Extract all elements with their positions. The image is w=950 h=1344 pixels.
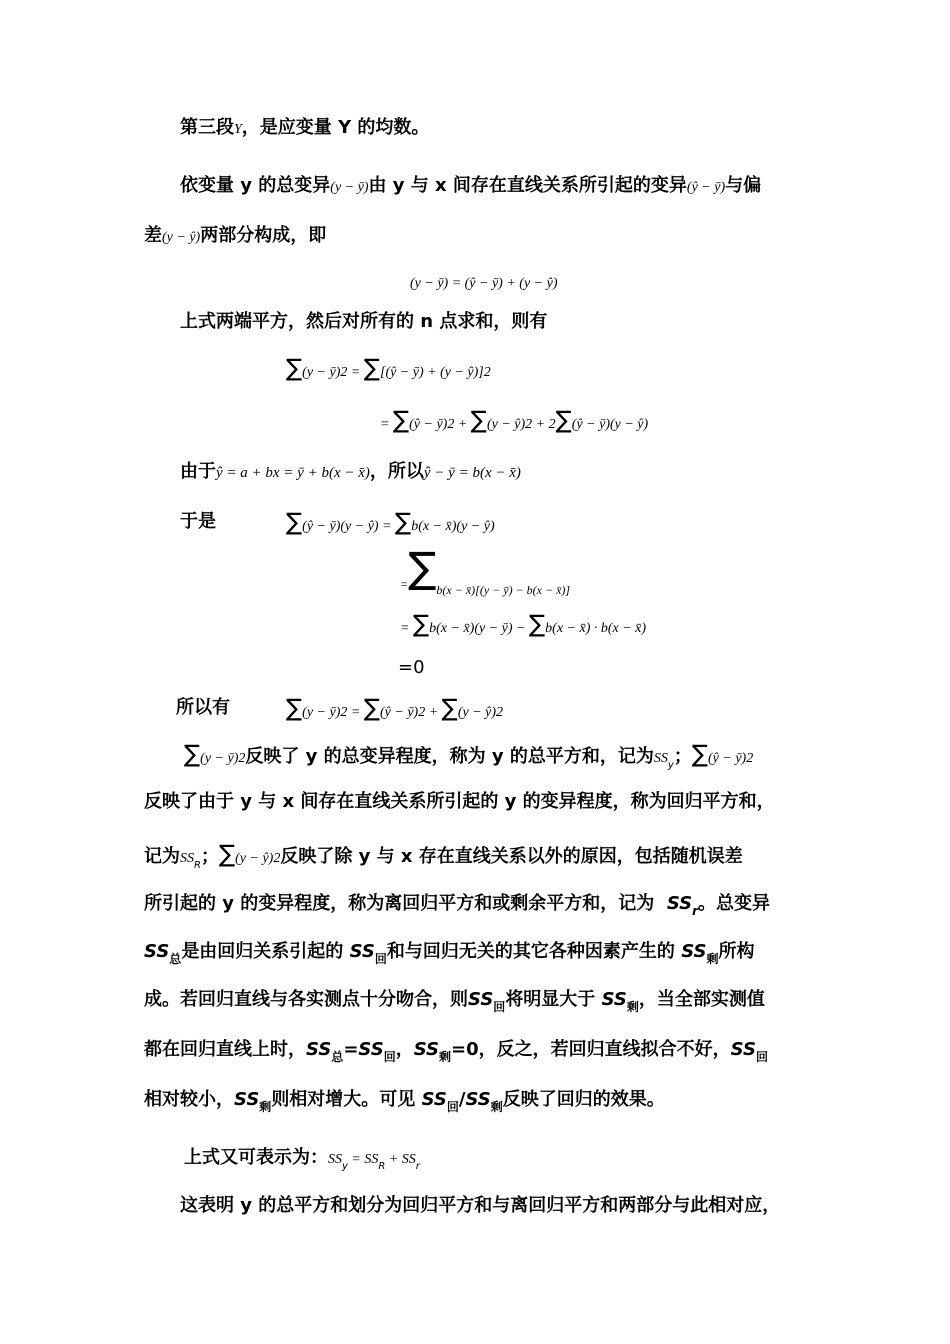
subscript: 剩	[490, 1100, 503, 1114]
label-therefore: 所以有	[176, 697, 230, 718]
math-ss: SS	[601, 989, 627, 1010]
paragraph-variation-cont	[144, 224, 326, 250]
math-ss: SS	[144, 941, 170, 962]
math: (y − ŷ)2	[457, 705, 504, 720]
sigma-symbol: ∑	[470, 406, 487, 434]
math: b(x − x̄) · b(x − x̄)	[545, 621, 647, 636]
symbol-y: Y	[234, 122, 242, 137]
math-ss: + SS	[385, 1152, 416, 1167]
math-ss: SS	[358, 1039, 384, 1060]
math-ss: SS	[465, 1089, 491, 1110]
text: 两部分构成，即	[200, 225, 327, 246]
subscript: 剩	[706, 952, 719, 966]
subscript: R	[378, 1161, 386, 1172]
text: 依变量 y 的总变异	[180, 175, 331, 196]
math-ss: SS	[653, 751, 668, 766]
text: 将明显大于	[505, 989, 596, 1010]
sigma-symbol: ∑	[286, 694, 303, 722]
equation-decomposition: (y − ȳ) = (ŷ − ȳ) + (y − ŷ)	[410, 276, 558, 291]
paragraph-ss-residual	[144, 842, 743, 878]
math: b(x − x̄)(y − ȳ) −	[429, 621, 529, 636]
equation-sum-square-1	[286, 356, 491, 385]
subscript: 总	[331, 1050, 344, 1064]
math: (ŷ − ȳ)(y − ŷ) =	[302, 519, 396, 534]
subscript: 回	[374, 952, 387, 966]
text: 成。若回归直线与各实测点十分吻合，则	[144, 989, 468, 1010]
subscript: 剩	[439, 1050, 452, 1064]
paragraph-fit-perfect	[144, 1038, 768, 1069]
sigma-symbol: ∑	[363, 354, 380, 382]
subscript: y	[342, 1161, 348, 1172]
math-regression-deviation: (ŷ − ȳ)	[686, 180, 726, 195]
text: 反映了 y 的总变异程度，称为 y 的总平方和，记为	[245, 746, 654, 767]
math: b(x − x̄)[(y − ȳ) − b(x − x̄)]	[436, 583, 571, 597]
text: 上式又可表示为：	[184, 1147, 328, 1168]
sigma-symbol: ∑	[392, 406, 410, 434]
math: (ŷ − ȳ)2 +	[380, 705, 442, 720]
math: (ŷ − ȳ)2 +	[409, 417, 471, 432]
subscript: r	[415, 1161, 420, 1172]
text: 相对较小，	[144, 1089, 234, 1110]
text: =0，反之，若回归直线拟合不好，	[451, 1039, 731, 1060]
text: ，	[395, 1039, 414, 1060]
math: [(ŷ − ȳ) + (y − ŷ)]2	[380, 365, 491, 380]
math-ss: SS	[681, 941, 707, 962]
paragraph-variation	[180, 174, 761, 200]
math-ss: SS	[180, 851, 194, 866]
equation-sum-square-2	[380, 408, 648, 437]
paragraph-fit-good	[144, 988, 765, 1019]
text: 所构	[718, 941, 755, 962]
math-ss: = SS	[347, 1152, 379, 1167]
sigma-symbol: ∑	[691, 740, 708, 768]
math: (y − ŷ)2 + 2	[486, 417, 556, 432]
subscript: 剩	[626, 1000, 639, 1014]
equals-sign: =	[380, 417, 393, 432]
text: 差	[144, 225, 162, 246]
subscript: 总	[169, 952, 182, 966]
text: 和与回归无关的其它各种因素产生的	[386, 941, 675, 962]
text: 第三段	[180, 117, 234, 138]
math-total-deviation: (y − ȳ)	[330, 180, 369, 195]
text: 记为	[144, 846, 180, 867]
math-regression-equation: ŷ = a + bx = ȳ + b(x − x̄)	[216, 465, 370, 481]
math-ss: SS	[234, 1089, 260, 1110]
text: ；	[200, 846, 219, 867]
text: 。总变异	[698, 893, 771, 914]
subscript: y	[667, 760, 674, 771]
subscript: 回	[446, 1100, 459, 1114]
math-ss: SS	[413, 1039, 440, 1060]
text: ；	[673, 746, 692, 767]
text: 是由回归关系引起的	[181, 941, 344, 962]
math-ss: SS	[730, 1039, 756, 1060]
subscript: 剩	[259, 1100, 272, 1114]
text: ，所以	[369, 461, 424, 482]
equation-total-decomposition	[286, 696, 503, 725]
text: 所引起的 y 的变异程度，称为离回归平方和或剩余平方和，记为	[144, 893, 655, 914]
sigma-symbol: ∑	[363, 694, 380, 722]
label-thus: 于是	[180, 511, 216, 532]
text: ，是应变量 Y 的均数。	[241, 117, 430, 138]
equals-sign: =	[400, 577, 409, 591]
math-ss: SS	[421, 1089, 447, 1110]
math-ss: SS	[666, 893, 693, 914]
equals-sign: =	[400, 621, 413, 636]
text: 反映了除 y 与 x 存在直线关系以外的原因，包括随机误差	[280, 846, 743, 867]
sigma-symbol: ∑	[286, 508, 303, 536]
sigma-symbol: ∑	[218, 840, 236, 868]
paragraph-conclusion: 这表明 y 的总平方和划分为回归平方和与离回归平方和两部分与此相对应，	[180, 1195, 781, 1216]
subscript: 回	[755, 1050, 768, 1064]
sigma-symbol: ∑	[412, 610, 430, 638]
equation-thus-2	[400, 543, 571, 610]
math-ss: SS	[468, 989, 494, 1010]
equation-thus-3	[400, 612, 646, 641]
text: 反映了回归的效果。	[502, 1089, 665, 1110]
paragraph-ss-regression: 反映了由于 y 与 x 间存在直线关系所引起的 y 的变异程度，称为回归平方和，	[144, 791, 775, 812]
sigma-symbol: ∑	[441, 694, 458, 722]
math-ss: SS	[349, 941, 375, 962]
sigma-symbol: ∑	[528, 610, 546, 638]
sigma-symbol: ∑	[184, 740, 201, 768]
math: (y − ȳ)2 =	[302, 705, 364, 720]
paragraph-third-segment	[180, 116, 429, 142]
sigma-symbol: ∑	[408, 543, 437, 592]
text: /	[458, 1089, 466, 1110]
subscript: 回	[493, 1000, 506, 1014]
equation-thus-result: =0	[398, 657, 425, 678]
paragraph-ss-relation	[184, 1146, 420, 1179]
math-ss: SS	[306, 1039, 332, 1060]
math: (ŷ − ȳ)(y − ŷ)	[571, 417, 649, 432]
math: (y − ȳ)2	[200, 751, 246, 766]
text: 与偏	[725, 175, 762, 196]
sigma-symbol: ∑	[395, 508, 412, 536]
text: 则相对增大。可见	[271, 1089, 416, 1110]
paragraph-ss-total	[184, 742, 753, 778]
math: (y − ȳ)2 =	[302, 365, 364, 380]
subscript: R	[194, 860, 201, 871]
paragraph-since	[180, 460, 521, 485]
math: b(x − x̄)(y − ŷ)	[411, 519, 495, 534]
subscript: 回	[383, 1050, 396, 1064]
math-difference: ŷ − ȳ = b(x − x̄)	[423, 465, 521, 481]
paragraph-ss-r	[144, 892, 770, 923]
sigma-symbol: ∑	[555, 406, 572, 434]
math-ss: SS	[328, 1152, 342, 1167]
paragraph-ss-sources	[144, 940, 755, 971]
equation-thus-1	[286, 510, 495, 539]
sigma-symbol: ∑	[286, 354, 303, 382]
paragraph-sum-squares: 上式两端平方，然后对所有的 n 点求和，则有	[180, 311, 548, 332]
math: (ŷ − ȳ)2	[708, 751, 754, 766]
math-residual-deviation: (y − ŷ)	[162, 230, 201, 245]
text: 都在回归直线上时，	[144, 1039, 306, 1060]
text: 由 y 与 x 间存在直线关系所引起的变异	[368, 175, 687, 196]
text: =	[343, 1039, 359, 1060]
text: ，当全部实测值	[638, 989, 765, 1010]
paragraph-effect	[144, 1088, 665, 1119]
text: 由于	[180, 461, 216, 482]
math: (y − ŷ)2	[235, 851, 281, 866]
subscript: r	[692, 904, 699, 918]
